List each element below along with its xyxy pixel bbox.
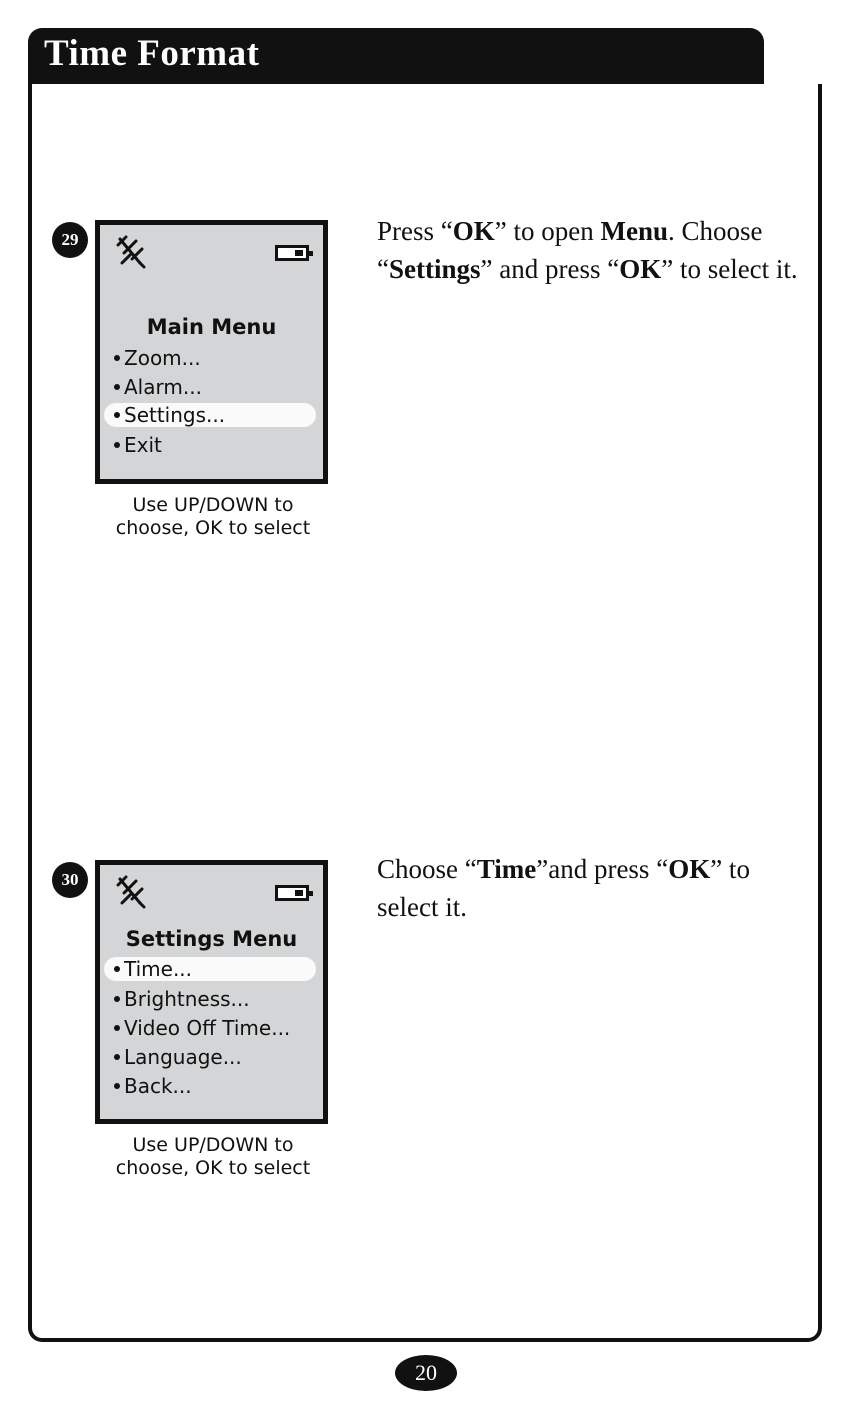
page-title: Time Format bbox=[44, 33, 260, 74]
menu-item-exit: Exit bbox=[114, 433, 162, 457]
menu-item-brightness: Brightness... bbox=[114, 987, 250, 1011]
battery-icon bbox=[275, 245, 309, 261]
bullet-icon bbox=[114, 1083, 120, 1089]
bullet-icon bbox=[114, 996, 120, 1002]
menu-item-video-off-time: Video Off Time... bbox=[114, 1016, 290, 1040]
bullet-icon bbox=[114, 1054, 120, 1060]
bullet-icon bbox=[114, 442, 120, 448]
menu-title: Settings Menu bbox=[125, 927, 298, 951]
step-number-29: 29 bbox=[52, 222, 88, 258]
device-screen-settings-menu bbox=[95, 860, 328, 1124]
page-number: 20 bbox=[395, 1355, 457, 1391]
bullet-icon bbox=[114, 966, 120, 972]
satellite-icon bbox=[112, 873, 148, 909]
step-number-30: 30 bbox=[52, 862, 88, 898]
screen-caption: Use UP/DOWN to choose, OK to select bbox=[115, 494, 311, 539]
menu-item-back: Back... bbox=[114, 1074, 192, 1098]
battery-icon bbox=[275, 885, 309, 901]
satellite-icon bbox=[112, 233, 148, 269]
menu-item-zoom: Zoom... bbox=[114, 346, 201, 370]
screen-caption: Use UP/DOWN to choose, OK to select bbox=[115, 1134, 311, 1179]
bullet-icon bbox=[114, 384, 120, 390]
menu-title: Main Menu bbox=[146, 315, 277, 339]
menu-item-settings-selected: Settings... bbox=[104, 403, 316, 427]
device-screen-main-menu bbox=[95, 220, 328, 484]
instruction-step-30: Choose “Time”and press “OK” to select it. bbox=[377, 854, 750, 922]
bullet-icon bbox=[114, 412, 120, 418]
bullet-icon bbox=[114, 1025, 120, 1031]
instruction-step-29: Press “OK” to open Menu. Choose “Settings” and press “OK” to select it. bbox=[377, 216, 798, 284]
menu-item-alarm: Alarm... bbox=[114, 375, 202, 399]
menu-item-language: Language... bbox=[114, 1045, 242, 1069]
menu-item-time-selected: Time... bbox=[104, 957, 316, 981]
bullet-icon bbox=[114, 355, 120, 361]
